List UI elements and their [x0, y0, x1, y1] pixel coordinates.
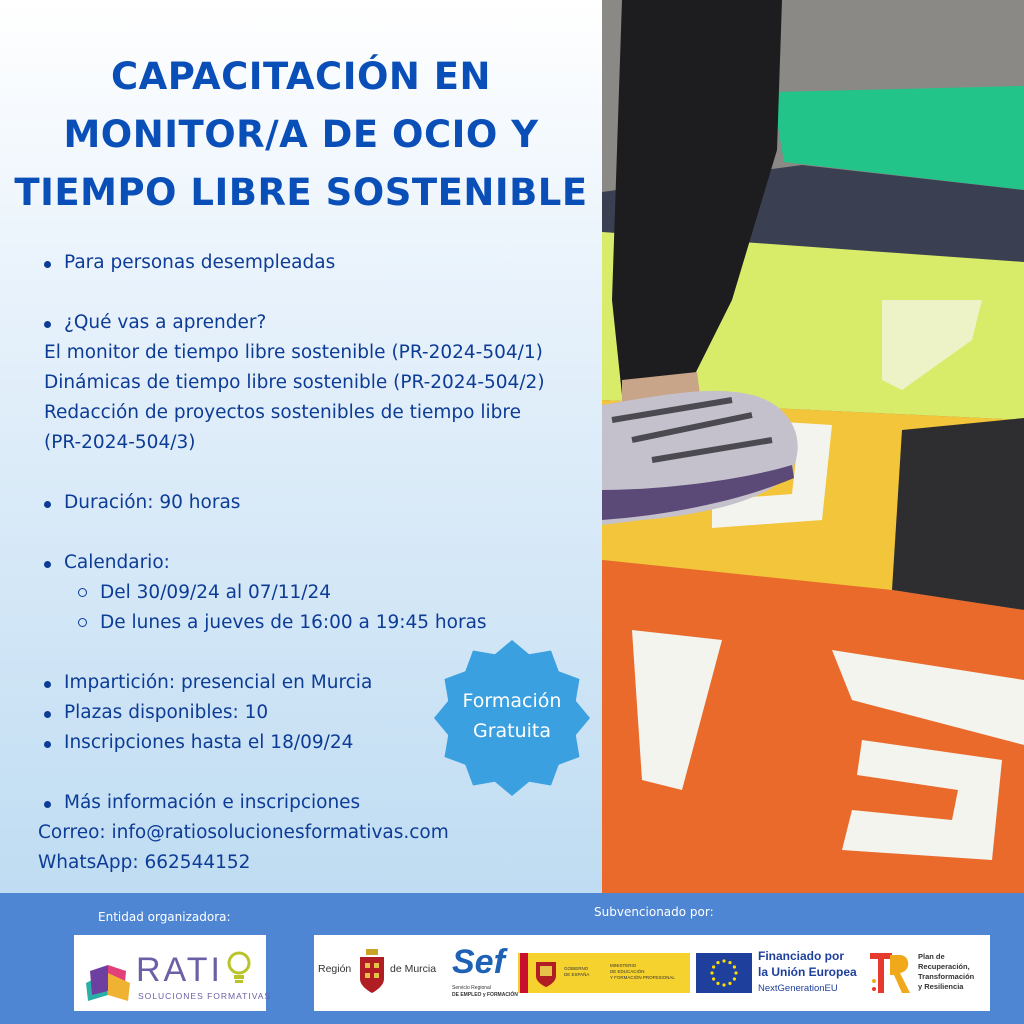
places-item: Plazas disponibles: 10 — [40, 698, 600, 728]
runner-on-painted-court-illustration — [602, 0, 1024, 893]
title-line-3: TIEMPO LIBRE SOSTENIBLE — [14, 171, 588, 214]
eu-flag-icon — [696, 953, 752, 993]
badge-line-2: Gratuita — [472, 720, 552, 742]
spain-ministry-logo — [518, 953, 690, 993]
badge-line-1: Formación — [462, 690, 562, 712]
calendar-schedule: De lunes a jueves de 16:00 a 19:45 horas — [40, 608, 600, 638]
spain-shield-icon — [534, 958, 558, 988]
ratio-tagline: SOLUCIONES FORMATIVAS — [138, 991, 272, 1001]
prtr-logo-icon — [870, 951, 914, 997]
contact-whatsapp[interactable]: WhatsApp: 662544152 — [38, 852, 251, 873]
free-training-badge — [432, 638, 592, 798]
audience-item: Para personas desempleadas — [40, 248, 600, 278]
badge-text — [432, 686, 592, 746]
calendar-heading: Calendario: — [40, 548, 600, 578]
eu-star — [712, 965, 715, 968]
prtr-line-2: Recuperación, — [918, 962, 970, 971]
region-murcia-left: Región — [318, 963, 352, 975]
sponsor-logos — [314, 935, 990, 1011]
learn-heading: ¿Qué vas a aprender? — [40, 308, 600, 338]
gob-line-1: GOBIERNO — [564, 966, 589, 971]
min-line-3: Y FORMACIÓN PROFESIONAL — [610, 975, 675, 980]
sef-sub-2: DE EMPLEO y FORMACIÓN — [452, 992, 518, 998]
ratio-logo — [74, 935, 272, 1011]
prtr-line-3: Transformación — [918, 972, 975, 981]
organizer-label: Entidad organizadora: — [98, 910, 231, 924]
eu-star — [716, 961, 719, 964]
ratio-wordmark: RATI — [136, 951, 223, 989]
eu-star — [733, 965, 736, 968]
title-line-1: CAPACITACIÓN EN — [110, 55, 492, 98]
prtr-line-1: Plan de — [918, 952, 945, 961]
eu-stars — [696, 953, 752, 993]
module-2: Dinámicas de tiempo libre sostenible (PR-2024-504/2) — [44, 372, 545, 393]
sponsor-label: Subvencionado por: — [594, 905, 714, 919]
hero-photo — [602, 0, 1024, 893]
sef-logo: Sef — [452, 943, 505, 981]
mode-item: Impartición: presencial en Murcia — [40, 668, 600, 698]
duration-item: Duración: 90 horas — [40, 488, 600, 518]
title-line-2: MONITOR/A DE OCIO Y — [63, 113, 539, 156]
eu-star — [712, 977, 715, 980]
deadline-item: Inscripciones hasta el 18/09/24 — [40, 728, 600, 758]
eu-star — [733, 977, 736, 980]
gob-line-2: DE ESPAÑA — [564, 972, 590, 977]
module-3: Redacción de proyectos sostenibles de tiempo libre — [44, 402, 521, 423]
eu-star — [734, 971, 737, 974]
eu-line-2: la Unión Europea — [758, 965, 857, 979]
region-murcia-right: de Murcia — [390, 963, 437, 975]
eu-line-3: NextGenerationEU — [758, 983, 838, 994]
contact-email[interactable]: Correo: info@ratiosolucionesformativas.com — [38, 822, 449, 843]
min-line-2: DE EDUCACIÓN — [610, 969, 645, 974]
book-icon — [78, 943, 138, 1003]
eu-star — [728, 961, 731, 964]
lightbulb-icon — [226, 951, 252, 985]
eu-star — [722, 959, 725, 962]
footer — [0, 893, 1024, 1024]
page-title — [0, 48, 602, 222]
eu-star — [728, 982, 731, 985]
eu-star — [722, 983, 725, 986]
prtr-line-4: y Resiliencia — [918, 982, 964, 991]
murcia-coat-of-arms-icon — [360, 949, 384, 993]
more-info-item: Más información e inscripciones — [40, 788, 600, 818]
module-1: El monitor de tiempo libre sostenible (PR-2024-504/1) — [44, 342, 543, 363]
calendar-dates: Del 30/09/24 al 07/11/24 — [40, 578, 600, 608]
eu-star — [716, 982, 719, 985]
eu-star — [710, 971, 713, 974]
min-line-1: MINISTERIO — [610, 963, 637, 968]
sef-sub-1: Servicio Regional — [452, 985, 491, 991]
eu-line-1: Financiado por — [758, 949, 845, 963]
module-3-code: (PR-2024-504/3) — [44, 432, 196, 453]
